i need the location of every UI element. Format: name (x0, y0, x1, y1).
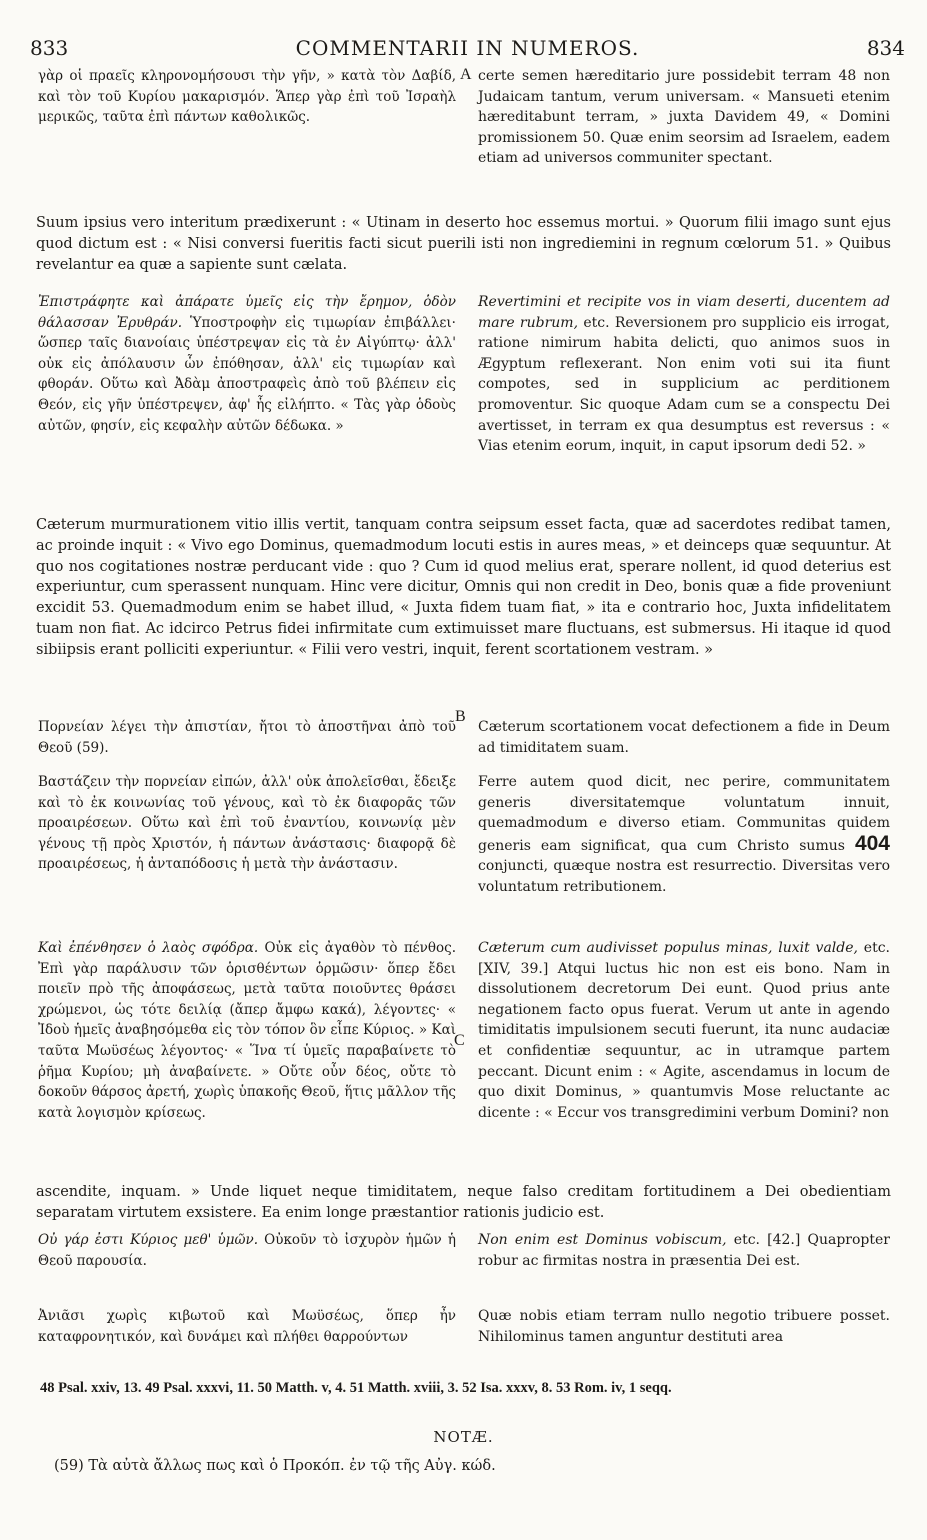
greek-paragraph-2 (38, 292, 456, 436)
latin-paragraph-3: Cæterum scortationem vocat defectionem a fide in Deum ad timiditatem suam. (478, 719, 890, 756)
greek-text-2: Ὑποστροφὴν εἰς τιμωρίαν ἐπιβάλλει· ὥσπερ ταῖς διανοίαις ὑπέστρεψαν εἰς τὰ ἐν Αἰγύπτῳ· ἀλλ' οὐκ εἰς ἀπόλαυσιν ὧν ἐπόθησαν, ἀλλ' εἰς τιμωρίαν καὶ φθοράν. Οὕτω καὶ Ἀδὰμ ἀποστραφεὶς ἀπὸ τοῦ βλέπειν εἰς Θεόν, εἰς γῆν ὑπέστρεψεν, ἀφ' ἧς εἰλήπτο. « Τὰς γὰρ ὁδοὺς αὐτῶν, φησίν, εἰς κεφαλὴν αὐτῶν δέδωκα. » (38, 314, 456, 434)
latin-paragraph-6 (478, 1230, 890, 1271)
note-59: (59) Τὰ αὐτὰ ἄλλως πως καὶ ὁ Προκόπ. ἐν τῷ τῆς Αὐγ. κώδ. (54, 1458, 496, 1474)
margin-marker-b: B (455, 708, 466, 725)
greek-paragraph-7: Ἀνιᾶσι χωρὶς κιβωτοῦ καὶ Μωϋσέως, ὅπερ ἦν καταφρονητικόν, καὶ δυνάμει καὶ πλήθει θαρρούντων (38, 1308, 456, 1345)
column-number-404: 404 (854, 831, 890, 855)
latin-lemma-2: Revertimini et recipite vos in viam deserti, ducentem ad mare rubrum, (478, 294, 890, 331)
greek-lemma-2: Ἐπιστράφητε καὶ ἀπάρατε ὑμεῖς εἰς τὴν ἔρημον, ὁδὸν θάλασσαν Ἐρυθράν. (38, 294, 456, 331)
latin-paragraph-1: certe semen hæreditario jure possidebit terram 48 non Judaicam tantum, verum universam. « Mansueti etenim hæreditabunt terram, » juxta Davidem 49, « Domini promissionem 50. Quæ enim seorsim ad Israelem, eadem etiam ad universos communiter spectant. (478, 68, 890, 167)
latin-text-2: etc. Reversionem pro supplicio eis irrogat, ratione nimirum habita delicti, quo animos suos in Ægyptum reflexerant. Non enim voti sui ita fiunt compotes, sed in supplicium ac perditionem promoventur. Sic quoque Adam cum se a conspectu Dei avertisset, in terram ex qua desumptus est reversus : « Vias etenim eorum, inquit, in caput ipsorum dedi 52. » (478, 314, 890, 455)
greek-paragraph-5 (38, 938, 456, 1123)
greek-paragraph-6 (38, 1230, 456, 1271)
notae-heading: NOTÆ. (433, 1428, 494, 1446)
greek-text-5: Οὐκ εἰς ἀγαθὸν τὸ πένθος. Ἐπὶ γὰρ παράλυσιν τῶν ὁρισθέντων ὁρμῶσιν· ὅπερ ἔδει ποιεῖν πρὸ τῆς ἀποφάσεως, μετὰ ταῦτα ποιοῦντες θράσει χρώμενοι, ὡς τότε δειλίᾳ (ἄπερ ἄμφω κακά), λέγοντες· « Ἰδοὺ ἡμεῖς ἀναβησόμεθα εἰς τὸν τόπον ὃν εἶπε Κύριος. » Καὶ ταῦτα Μωϋσέως λέγοντος· « Ἵνα τί ὑμεῖς παραβαίνετε τὸ ῥῆμα Κυρίου; μὴ ἀναβαίνετε. » Οὔτε οὖν δέος, οὔτε τὸ δοκοῦν θάρσος ἀρετή, χωρὶς ὑπακοῆς Θεοῦ, ἥτις μᾶλλον τῆς κατὰ λογισμὸν κρίσεως. (38, 940, 456, 1121)
latin-paragraph-5 (478, 938, 890, 1123)
greek-lemma-5: Καὶ ἐπένθησεν ὁ λαὸς σφόδρα. (38, 940, 259, 956)
latin-paragraph-4 (478, 772, 890, 898)
margin-marker-a: A (460, 66, 472, 83)
greek-paragraph-1: γὰρ οἱ πραεῖς κληρονομήσουσι τὴν γῆν, » κατὰ τὸν Δαβίδ, καὶ τὸν τοῦ Κυρίου μακαρισμόν. Ἅπερ γὰρ ἐπὶ τοῦ Ἰσραὴλ μερικῶς, ταῦτα ἐπὶ πάντων καθολικῶς. (38, 68, 456, 126)
running-title: COMMENTARII IN NUMEROS. (295, 36, 640, 60)
latin-text-5: etc. [XIV, 39.] Atqui luctus hic non est eis bono. Nam in dissolutionem decretorum Dei eunt. Quod prius ante negationem facto opus fuerat. Verum ut ante in agendo timiditatis impulsionem secuti fuerunt, ita nunc audaciæ et confidentiæ sequuntur, ac in utramque partem peccant. Dicunt enim : « Agite, ascendamus in locum de quo dixit Dominus, » quantumvis Mose reluctante ac dicente : « Eccur vos transgredimini verbum Domini? non (478, 940, 891, 1121)
running-header (30, 36, 905, 60)
page-number-left: 833 (30, 36, 69, 60)
greek-lemma-6: Οὐ γάρ ἐστι Κύριος μεθ' ὑμῶν. (38, 1232, 258, 1248)
footnotes: 48 Psal. xxiv, 13. 49 Psal. xxxvi, 11. 50 Matth. v, 4. 51 Matth. xviii, 3. 52 Isa. xxxv, 8. 53 Rom. iv, 1 seqq. (40, 1380, 672, 1396)
fullwidth-paragraph-3: ascendite, inquam. » Unde liquet neque timiditatem, neque falso creditam fortitudinem a Dei obedientiam separatam virtutem exsistere. Ea enim longe præstantior rationis judicio est. (36, 1184, 891, 1221)
latin-text-4a: Ferre autem quod dicit, nec perire, communitatem generis diversitatemque voluntatum innuit, quemadmodum e diverso etiam. Communitas quidem generis eam significat, qua cum Christo sumus (478, 774, 890, 854)
latin-text-4b: conjuncti, quæque nostra est resurrectio. Diversitas vero voluntatum retributionem. (478, 858, 890, 895)
margin-marker-c: C (454, 1032, 465, 1049)
fullwidth-paragraph-2: Cæterum murmurationem vitio illis vertit, tanquam contra seipsum esset facta, quæ ad sacerdotes redibat tamen, ac proinde inquit : « Vivo ego Dominus, quemadmodum locuti estis in aures meas, » et deinceps quæ sequuntur. At quo nos cogitationes nostræ perducant vide : quo ? Cum id quod melius erat, sperare nollent, id quod deterius est experiuntur, cum sperassent nunquam. Hinc vere dicitur, Omnis qui non credit in Deo, bonis quæ a fide proveniunt excidit 53. Quemadmodum enim se habet illud, « Juxta fidem tuam fiat, » ita e contrario hoc, Juxta infidelitatem tuam non fiat. Ac idcirco Petrus fidei infirmitate cum extimuisset mare fluctuans, est submersus. Hi itaque id quod sibiipsis erant polliciti experiuntur. « Filii vero vestri, inquit, ferent scortationem vestram. » (36, 517, 891, 658)
page-number-right: 834 (866, 36, 905, 60)
fullwidth-paragraph-1: Suum ipsius vero interitum prædixerunt : « Utinam in deserto hoc essemus mortui. » Quorum filii imago sunt ejus quod dictum est : « Nisi conversi fueritis facti sicut puerili isti non ingrediemini in regnum cœlorum 51. » Quibus revelantur ea quæ a sapiente sunt cælata. (36, 215, 891, 273)
latin-lemma-6: Non enim est Dominus vobiscum, (478, 1232, 727, 1248)
greek-paragraph-4: Βαστάζειν τὴν πορνείαν εἰπών, ἀλλ' οὐκ ἀπολεῖσθαι, ἔδειξε καὶ τὸ ἐκ κοινωνίας τοῦ γένους, καὶ τὸ ἐκ διαφορᾶς τῶν προαιρέσεων. Οὕτω καὶ ἐπὶ τοῦ ἐναντίου, κοινωνίᾳ μὲν γένους τῇ πρὸς Χριστόν, ἡ πάντων ἀνάστασις· διαφορᾷ δὲ προαιρέσεως, ἡ ἀνταπόδοσις ἡ μετὰ τὴν ἀνάστασιν. (38, 774, 456, 873)
latin-lemma-5: Cæterum cum audivisset populus minas, luxit valde, (478, 940, 858, 956)
greek-paragraph-3: Πορνείαν λέγει τὴν ἀπιστίαν, ἤτοι τὸ ἀποστῆναι ἀπὸ τοῦ Θεοῦ (59). (38, 719, 456, 756)
latin-paragraph-7: Quæ nobis etiam terram nullo negotio tribuere posset. Nihilominus tamen anguntur destituti area (478, 1308, 890, 1345)
greek-text-6: Οὐκοῦν τὸ ἰσχυρὸν ἡμῶν ἡ Θεοῦ παρουσία. (38, 1232, 456, 1269)
latin-paragraph-2 (478, 292, 890, 457)
latin-text-6: etc. [42.] Quapropter robur ac firmitas nostra in præsentia Dei est. (478, 1232, 890, 1269)
